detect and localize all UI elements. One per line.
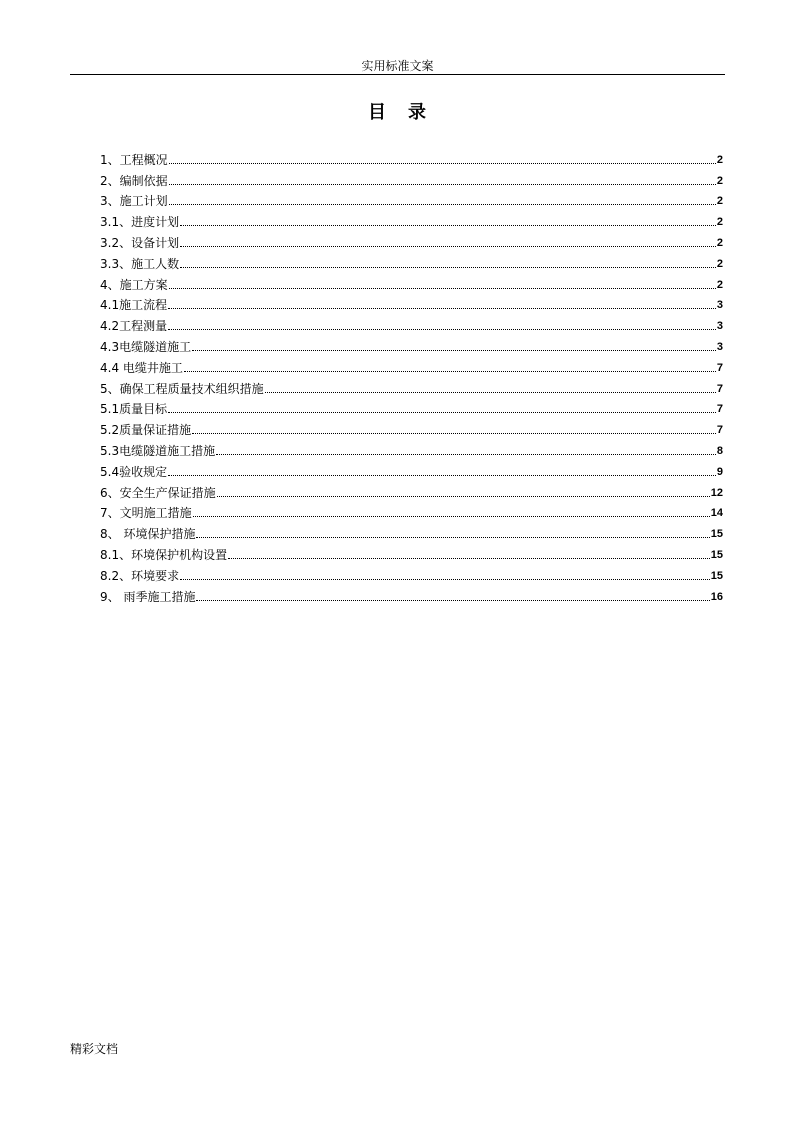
toc-dot-leader — [192, 350, 716, 351]
toc-dot-leader — [168, 329, 716, 330]
toc-entry-5[interactable] — [100, 376, 723, 397]
page-footer: 精彩文档 — [70, 1042, 119, 1056]
toc-entry-label: 9、 雨季施工措施 — [100, 589, 196, 604]
toc-entry-page: 3 — [716, 320, 723, 333]
toc-entry-page: 14 — [710, 507, 723, 520]
toc-entry-page: 15 — [710, 528, 723, 541]
toc-entry-label: 3、施工计划 — [100, 194, 168, 209]
toc-dot-leader — [228, 558, 710, 559]
toc-entry-page: 3 — [716, 340, 723, 353]
toc-entry-page: 12 — [710, 486, 723, 499]
toc-entry-page: 2 — [716, 236, 723, 249]
toc-dot-leader — [196, 600, 709, 601]
toc-dot-leader — [180, 246, 716, 247]
toc-dot-leader — [168, 412, 716, 413]
toc-dot-leader — [169, 288, 716, 289]
toc-entry-label: 5.2质量保证措施 — [100, 423, 192, 438]
toc-entry-label: 7、文明施工措施 — [100, 506, 192, 521]
toc-entry-label: 4.3电缆隧道施工 — [100, 339, 192, 354]
page-header: 实用标准文案 — [70, 58, 725, 75]
toc-entry-5-4[interactable] — [100, 459, 723, 480]
toc-dot-leader — [217, 496, 710, 497]
toc-entry-label: 8.2、环境要求 — [100, 568, 180, 583]
toc-entry-page: 9 — [716, 465, 723, 478]
toc-dot-leader — [169, 204, 716, 205]
toc-entry-page: 7 — [716, 403, 723, 416]
toc-title: 目录 — [368, 102, 448, 123]
toc-entry-6[interactable] — [100, 480, 723, 501]
toc-dot-leader — [180, 579, 710, 580]
toc-entry-5-2[interactable] — [100, 417, 723, 438]
toc-entry-label: 8、 环境保护措施 — [100, 527, 196, 542]
toc-entry-label: 5、确保工程质量技术组织措施 — [100, 381, 264, 396]
toc-entry-label: 4.4 电缆井施工 — [100, 360, 183, 375]
toc-entry-page: 2 — [716, 153, 723, 166]
toc-entry-page: 7 — [716, 361, 723, 374]
toc-entry-page: 8 — [716, 444, 723, 457]
toc-entry-label: 4、施工方案 — [100, 277, 168, 292]
toc-entry-8-2[interactable] — [100, 563, 723, 584]
toc-dot-leader — [168, 475, 716, 476]
toc-entry-1[interactable] — [100, 147, 723, 168]
toc-entry-3[interactable] — [100, 189, 723, 210]
toc-entry-label: 4.2工程测量 — [100, 319, 168, 334]
toc-list — [100, 147, 723, 605]
toc-dot-leader — [184, 371, 716, 372]
toc-dot-leader — [192, 433, 716, 434]
toc-entry-page: 7 — [716, 424, 723, 437]
toc-entry-3-1[interactable] — [100, 209, 723, 230]
toc-entry-7[interactable] — [100, 501, 723, 522]
toc-entry-label: 5.3电缆隧道施工措施 — [100, 443, 216, 458]
toc-entry-page: 2 — [716, 257, 723, 270]
toc-dot-leader — [168, 308, 716, 309]
toc-entry-label: 5.4验收规定 — [100, 464, 168, 479]
toc-entry-2[interactable] — [100, 168, 723, 189]
toc-entry-3-3[interactable] — [100, 251, 723, 272]
toc-dot-leader — [265, 392, 716, 393]
toc-dot-leader — [169, 163, 716, 164]
toc-entry-page: 15 — [710, 569, 723, 582]
toc-entry-label: 3.1、进度计划 — [100, 215, 180, 230]
toc-entry-8[interactable] — [100, 521, 723, 542]
toc-dot-leader — [180, 267, 716, 268]
toc-entry-4[interactable] — [100, 272, 723, 293]
toc-entry-label: 8.1、环境保护机构设置 — [100, 547, 228, 562]
toc-dot-leader — [216, 454, 716, 455]
toc-entry-page: 15 — [710, 548, 723, 561]
toc-entry-9[interactable] — [100, 584, 723, 605]
toc-entry-label: 3.3、施工人数 — [100, 256, 180, 271]
toc-entry-page: 7 — [716, 382, 723, 395]
toc-entry-label: 4.1施工流程 — [100, 298, 168, 313]
toc-entry-4-2[interactable] — [100, 313, 723, 334]
toc-entry-page: 2 — [716, 174, 723, 187]
toc-entry-page: 2 — [716, 216, 723, 229]
toc-entry-4-4[interactable] — [100, 355, 723, 376]
toc-entry-page: 2 — [716, 195, 723, 208]
toc-dot-leader — [193, 516, 710, 517]
toc-entry-label: 6、安全生产保证措施 — [100, 485, 216, 500]
toc-dot-leader — [180, 225, 716, 226]
toc-entry-page: 16 — [710, 590, 723, 603]
toc-dot-leader — [196, 537, 709, 538]
toc-entry-4-1[interactable] — [100, 293, 723, 314]
toc-entry-5-3[interactable] — [100, 438, 723, 459]
toc-entry-8-1[interactable] — [100, 542, 723, 563]
toc-dot-leader — [169, 184, 716, 185]
toc-entry-page: 2 — [716, 278, 723, 291]
toc-entry-3-2[interactable] — [100, 230, 723, 251]
toc-entry-page: 3 — [716, 299, 723, 312]
toc-entry-5-1[interactable] — [100, 397, 723, 418]
toc-entry-label: 2、编制依据 — [100, 173, 168, 188]
toc-entry-4-3[interactable] — [100, 334, 723, 355]
toc-entry-label: 3.2、设备计划 — [100, 235, 180, 250]
toc-entry-label: 1、工程概况 — [100, 152, 168, 167]
toc-entry-label: 5.1质量目标 — [100, 402, 168, 417]
